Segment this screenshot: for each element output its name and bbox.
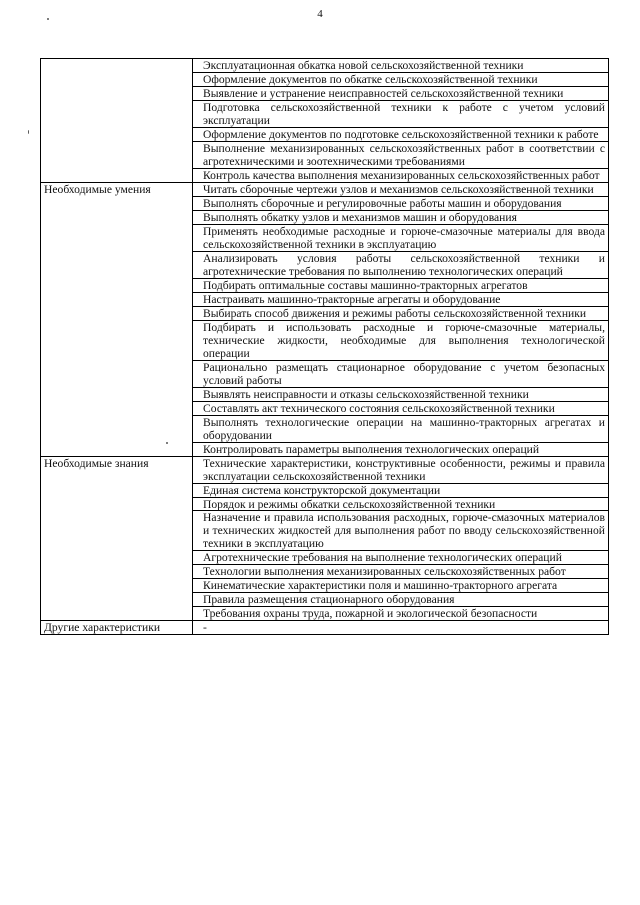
list-item: Выполнять технологические операции на машинно-тракторных агрегатах и оборудовании xyxy=(193,415,608,442)
row-label: Другие характеристики xyxy=(44,621,161,635)
list-item: Подбирать оптимальные составы машинно-тракторных агрегатов xyxy=(193,278,608,292)
row-label-cell xyxy=(41,59,193,183)
list-item: Читать сборочные чертежи узлов и механизмов сельскохозяйственной техники xyxy=(203,182,594,196)
list-item: Оформление документов по обкатке сельскохозяйственной техники xyxy=(193,72,608,86)
list-item: Назначение и правила использования расходных, горюче-смазочных материалов и технических жидкостей для выполнения работ по вводу сельскохозяйственной техники в эксплуатацию xyxy=(193,510,608,550)
list-item: Анализировать условия работы сельскохозяйственной техники и агротехнические требования по выполнению технологических операций xyxy=(193,251,608,278)
row-label: Необходимые умения xyxy=(44,182,151,196)
row-label: Необходимые знания xyxy=(44,456,149,470)
list-item: Выполнение механизированных сельскохозяйственных работ в соответствии с агротехническими и зоотехническими требованиями xyxy=(193,141,608,168)
list-item: Требования охраны труда, пожарной и экологической безопасности xyxy=(193,606,608,620)
list-item: Контроль качества выполнения механизированных сельскохозяйственных работ xyxy=(193,168,608,182)
scan-speck xyxy=(47,18,49,20)
row-items-cell xyxy=(193,182,609,456)
row-label-cell xyxy=(41,456,193,621)
table-row xyxy=(41,456,609,621)
list-item: Технологии выполнения механизированных сельскохозяйственных работ xyxy=(193,564,608,578)
list-item: Технические характеристики, конструктивные особенности, режимы и правила эксплуатации сельскохозяйственной техники xyxy=(203,456,605,483)
list-item: Выбирать способ движения и режимы работы сельскохозяйственной техники xyxy=(193,306,608,320)
list-item: Выполнять сборочные и регулировочные работы машин и оборудования xyxy=(193,196,608,210)
list-item: Применять необходимые расходные и горюче-смазочные материалы для ввода сельскохозяйственной техники в эксплуатацию xyxy=(193,224,608,251)
list-item: Составлять акт технического состояния сельскохозяйственной техники xyxy=(193,401,608,415)
list-item: Контролировать параметры выполнения технологических операций xyxy=(193,442,608,456)
requirements-table xyxy=(40,58,609,635)
list-item: Выполнять обкатку узлов и механизмов машин и оборудования xyxy=(193,210,608,224)
row-label-cell xyxy=(41,621,193,635)
list-item: - xyxy=(203,621,207,635)
list-item: Подбирать и использовать расходные и горюче-смазочные материалы, технические жидкости, необходимые для выполнения технологической операции xyxy=(193,320,608,360)
list-item: Агротехнические требования на выполнение технологических операций xyxy=(193,550,608,564)
table-row xyxy=(41,182,609,456)
list-item: Рационально размещать стационарное оборудование с учетом безопасных условий работы xyxy=(193,360,608,387)
list-item: Правила размещения стационарного оборудования xyxy=(193,592,608,606)
list-item: Настраивать машинно-тракторные агрегаты и оборудование xyxy=(193,292,608,306)
row-label-cell xyxy=(41,182,193,456)
scan-speck xyxy=(28,130,29,134)
row-items-cell xyxy=(193,456,609,621)
list-item: Эксплуатационная обкатка новой сельскохозяйственной техники xyxy=(203,59,524,72)
table-row xyxy=(41,621,609,635)
list-item: Порядок и режимы обкатки сельскохозяйственной техники xyxy=(193,497,608,511)
list-item: Выявление и устранение неисправностей сельскохозяйственной техники xyxy=(193,86,608,100)
page-number: 4 xyxy=(317,8,323,20)
list-item: Кинематические характеристики поля и машинно-тракторного агрегата xyxy=(193,578,608,592)
table-row xyxy=(41,59,609,183)
list-item: Единая система конструкторской документации xyxy=(193,483,608,497)
row-items-cell xyxy=(193,59,609,183)
list-item: Оформление документов по подготовке сельскохозяйственной техники к работе xyxy=(193,127,608,141)
list-item: Выявлять неисправности и отказы сельскохозяйственной техники xyxy=(193,387,608,401)
scan-speck xyxy=(166,442,168,444)
list-item: Подготовка сельскохозяйственной техники к работе с учетом условий эксплуатации xyxy=(193,100,608,127)
row-items-cell xyxy=(193,621,609,635)
